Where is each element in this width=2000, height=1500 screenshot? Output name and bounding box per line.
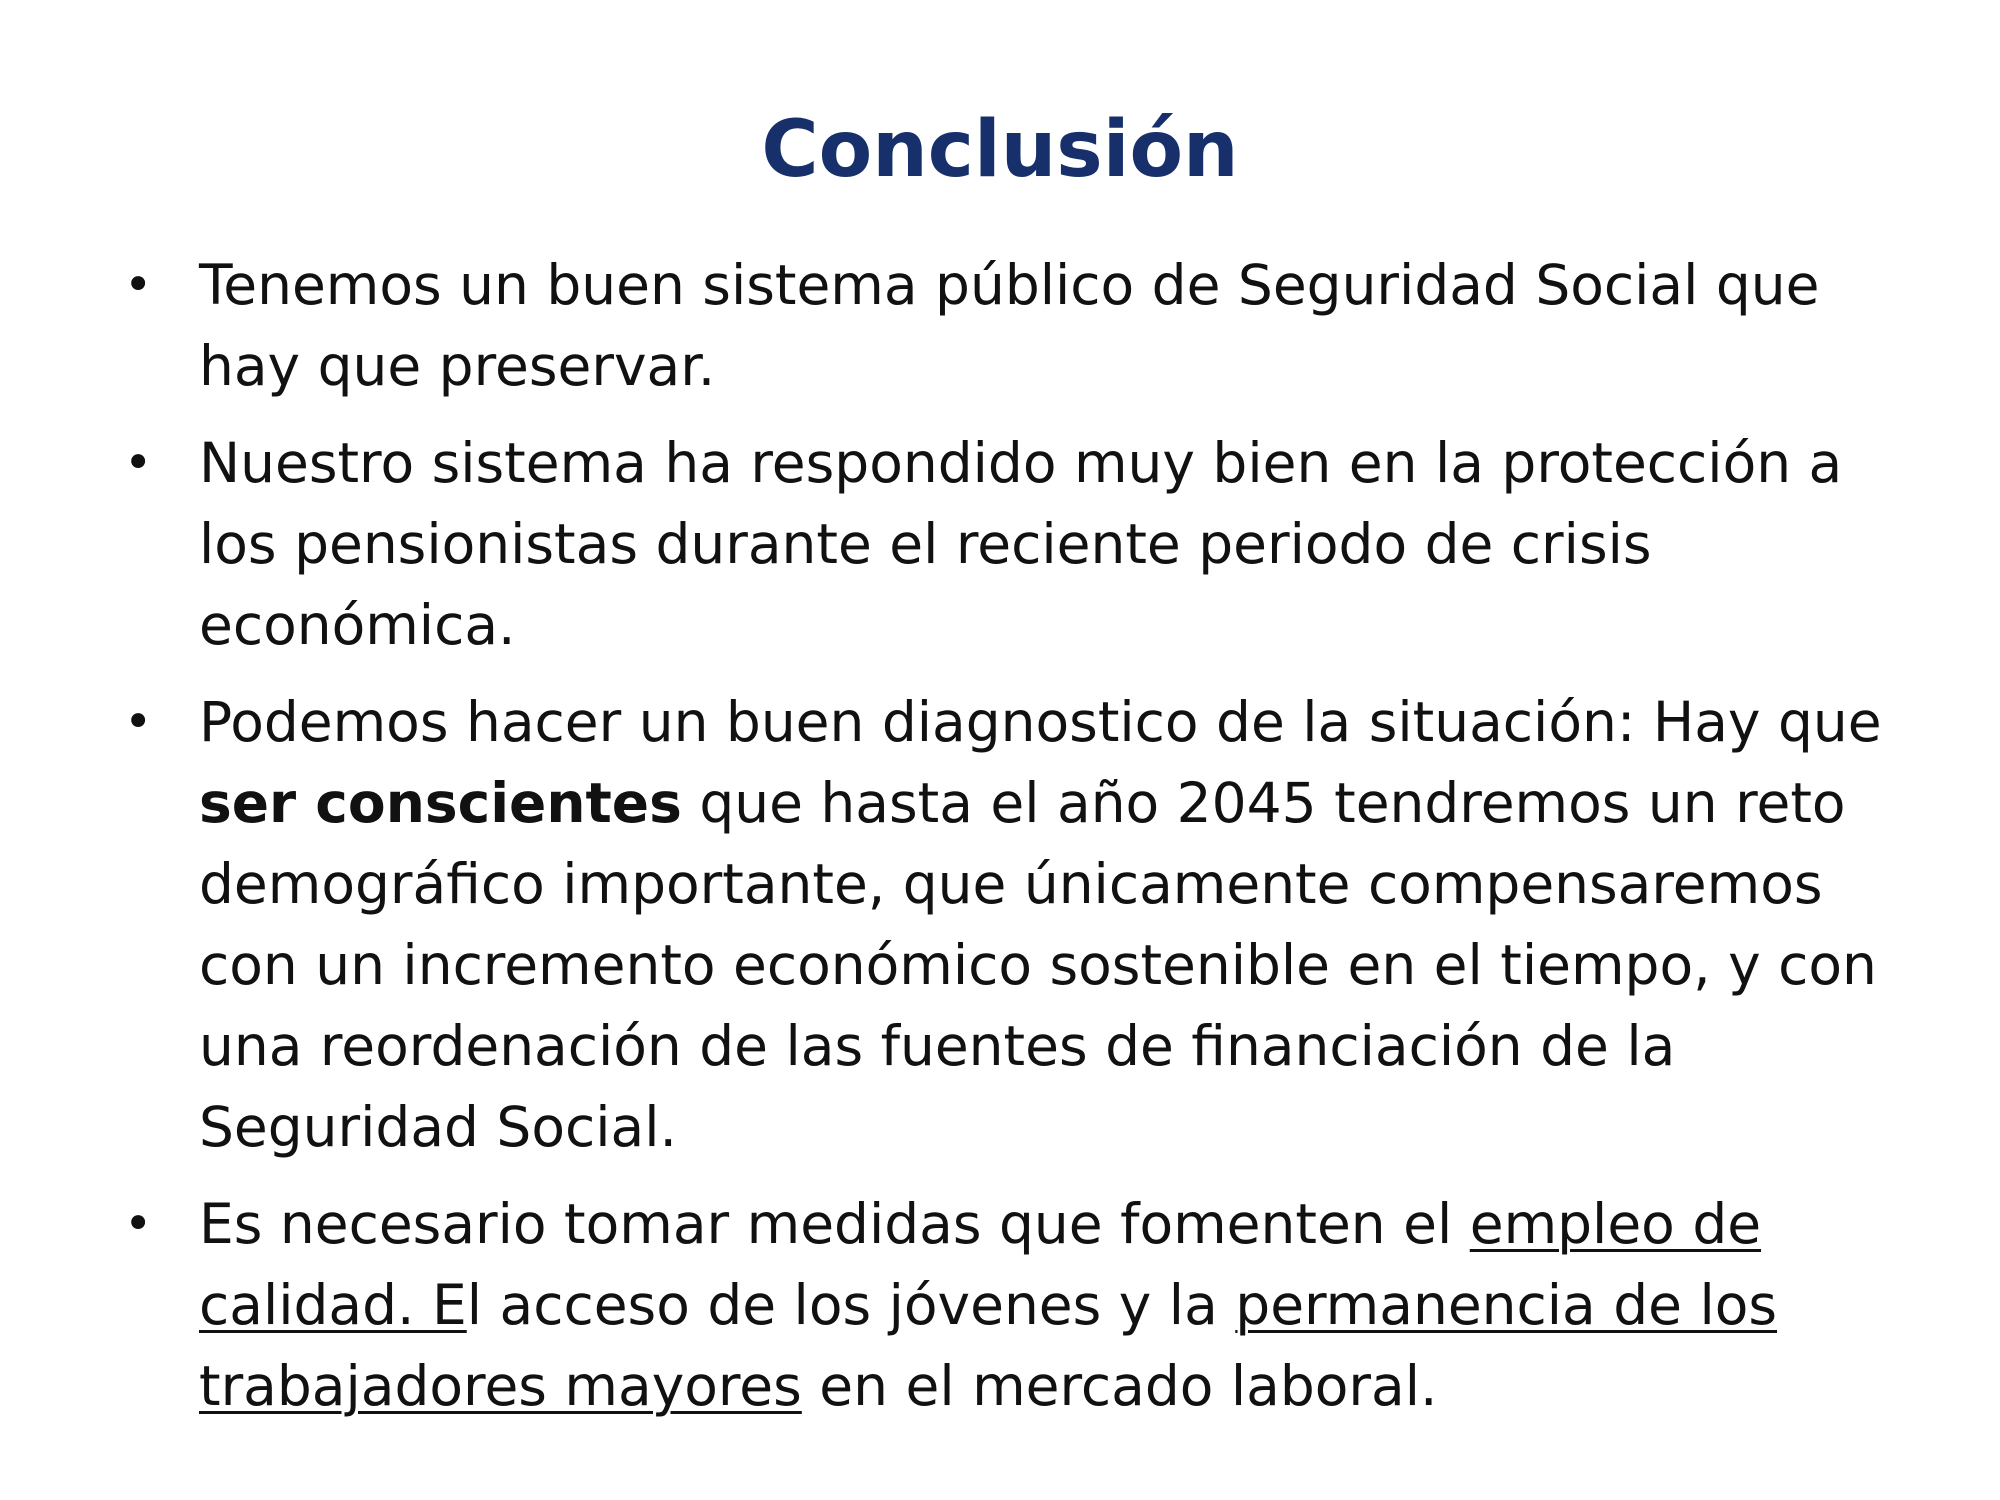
bullet-text-part: l acceso de los jóvenes y la	[466, 1273, 1236, 1337]
bullet-icon: •	[124, 435, 153, 491]
bullet-item-1	[120, 245, 1900, 407]
bullet-text-part: en el mercado laboral.	[801, 1354, 1438, 1418]
bullet-item-2	[120, 423, 1900, 666]
bullet-text: Nuestro sistema ha respondido muy bien en la protección a los pensionistas durante el reciente periodo de crisis económica.	[199, 431, 1843, 657]
bullet-icon: •	[124, 257, 153, 313]
bullet-item-4	[120, 1184, 1900, 1427]
bullet-bold-text: ser conscientes	[199, 771, 682, 835]
bullet-icon: •	[124, 1196, 153, 1252]
bullet-text-part: que hasta el año 2045 tendremos un reto demográfico importante, que únicamente compensaremos con un incremento económico sostenible en el tiempo, y con una reordenación de las fuentes de financiación de la Seguridad Social.	[199, 771, 1877, 1159]
bullet-list	[120, 245, 1900, 1443]
bullet-text-part: Podemos hacer un buen diagnostico de la situación: Hay que	[199, 690, 1882, 754]
bullet-text-part: Es necesario tomar medidas que fomenten el	[199, 1192, 1470, 1256]
slide-title: Conclusión	[761, 105, 1239, 195]
bullet-item-3	[120, 682, 1900, 1168]
bullet-underlined-text: permanencia de los trabajadores mayores	[199, 1273, 1778, 1418]
bullet-underlined-text: empleo de calidad. E	[199, 1192, 1762, 1337]
bullet-icon: •	[124, 694, 153, 750]
bullet-text: Tenemos un buen sistema público de Seguridad Social que hay que preservar.	[199, 253, 1820, 398]
